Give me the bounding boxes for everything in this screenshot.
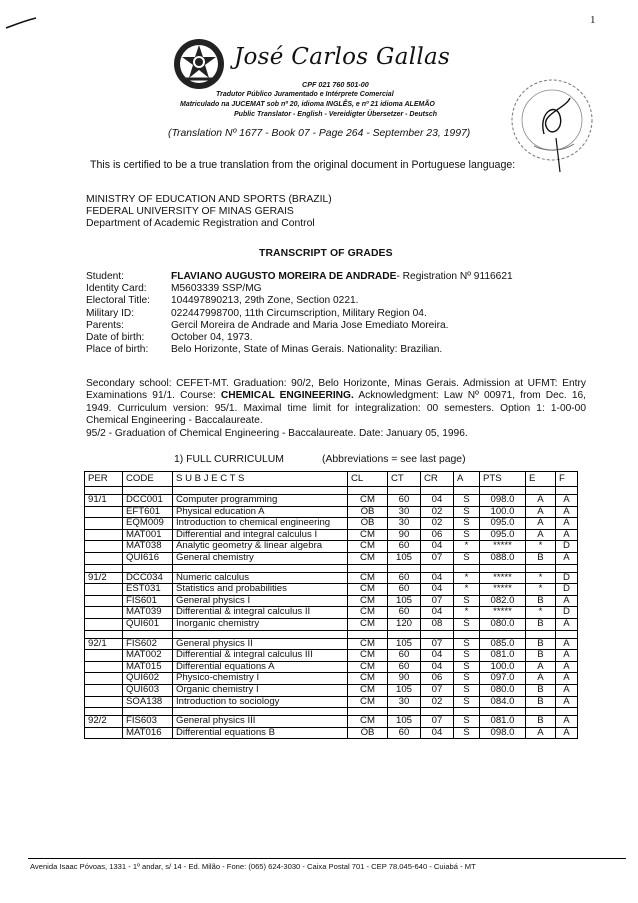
- code-cell: EQM009: [123, 518, 173, 530]
- cl-cell: CM: [348, 572, 388, 584]
- translation-reference: (Translation Nº 1677 - Book 07 - Page 264 - September 23, 1997): [168, 128, 471, 139]
- code-cell: QUI616: [123, 552, 173, 564]
- department-name: Department of Academic Registration and Control: [86, 218, 315, 229]
- code-cell: FIS603: [123, 716, 173, 728]
- grades-table: [84, 471, 578, 739]
- translator-name: José Carlos Gallas: [234, 44, 451, 70]
- ct-cell: 30: [388, 506, 421, 518]
- table-row: [85, 552, 578, 564]
- f-cell: D: [556, 607, 578, 619]
- table-row: [85, 684, 578, 696]
- cr-cell: 04: [421, 541, 454, 553]
- ct-cell: 120: [388, 618, 421, 630]
- period-cell: [85, 696, 123, 708]
- cr-cell: 04: [421, 661, 454, 673]
- course-name: CHEMICAL ENGINEERING.: [220, 390, 354, 402]
- cl-cell: CM: [348, 541, 388, 553]
- ct-cell: 60: [388, 572, 421, 584]
- info-label: Parents:: [86, 319, 124, 331]
- column-header: A: [454, 472, 480, 487]
- pts-cell: 081.0: [480, 716, 526, 728]
- cr-cell: 04: [421, 607, 454, 619]
- pts-cell: 088.0: [480, 552, 526, 564]
- table-body: [85, 487, 578, 739]
- e-cell: *: [526, 541, 556, 553]
- e-cell: *: [526, 607, 556, 619]
- code-cell: MAT038: [123, 541, 173, 553]
- subject-cell: Differential and integral calculus I: [173, 529, 348, 541]
- table-row: [85, 673, 578, 685]
- translator-registration: Matriculado na JUCEMAT sob nº 20, idioma INGLÊS, e nº 21 idioma ALEMÃO: [180, 101, 435, 108]
- info-value: M5603339 SSP/MG: [171, 283, 262, 295]
- admission-text: Secondary school: CEFET-MT. Graduation: 90/2, Belo Horizonte, Minas Gerais. Admission at UFMT: Entry Examinations 91/1. Course: CHEMICAL ENGINEERING. Acknowledgment: Law Nº 00971, from Dec. 16, 1949. Curriculum version: 95/1. Maximal time limit for integralization: 00 semesters. Option 1: 1-00-00 Chemical Engineering - Baccalaureate.: [86, 378, 586, 427]
- a-cell: S: [454, 618, 480, 630]
- pen-mark: [4, 16, 38, 30]
- pts-cell: 084.0: [480, 696, 526, 708]
- info-label: Date of birth:: [86, 331, 145, 343]
- ct-cell: 60: [388, 584, 421, 596]
- column-header: CR: [421, 472, 454, 487]
- info-value: 104497890213, 29th Zone, Section 0221.: [171, 295, 359, 307]
- f-cell: A: [556, 552, 578, 564]
- e-cell: B: [526, 650, 556, 662]
- period-cell: [85, 595, 123, 607]
- subject-cell: Differential & integral calculus II: [173, 607, 348, 619]
- period-cell: [85, 552, 123, 564]
- period-cell: 92/1: [85, 638, 123, 650]
- student-name: FLAVIANO AUGUSTO MOREIRA DE ANDRADE: [171, 271, 397, 282]
- subject-cell: General chemistry: [173, 552, 348, 564]
- subject-cell: Physical education A: [173, 506, 348, 518]
- translator-title: Tradutor Público Juramentado e Intérprete Comercial: [216, 91, 394, 98]
- abbreviations-note: (Abbreviations = see last page): [322, 454, 466, 465]
- info-label: Military ID:: [86, 307, 135, 319]
- translator-cpf: CPF 021 760 501-00: [302, 80, 369, 89]
- table-row: [85, 696, 578, 708]
- subject-cell: Physico-chemistry I: [173, 673, 348, 685]
- subject-cell: General physics III: [173, 716, 348, 728]
- cl-cell: CM: [348, 696, 388, 708]
- university-name: FEDERAL UNIVERSITY OF MINAS GERAIS: [86, 206, 294, 217]
- info-row-electoral: [86, 295, 513, 307]
- a-cell: S: [454, 638, 480, 650]
- a-cell: S: [454, 716, 480, 728]
- subject-cell: Differential & integral calculus III: [173, 650, 348, 662]
- period-cell: 91/1: [85, 495, 123, 507]
- cl-cell: CM: [348, 529, 388, 541]
- group-spacer: [85, 708, 578, 716]
- e-cell: B: [526, 595, 556, 607]
- curriculum-heading: 1) FULL CURRICULUM: [174, 454, 284, 465]
- f-cell: A: [556, 618, 578, 630]
- f-cell: A: [556, 650, 578, 662]
- e-cell: A: [526, 506, 556, 518]
- period-cell: [85, 618, 123, 630]
- f-cell: A: [556, 495, 578, 507]
- code-cell: SOA138: [123, 696, 173, 708]
- code-cell: DCC034: [123, 572, 173, 584]
- translator-languages: Public Translator - English - Vereidigter Übersetzer - Deutsch: [234, 111, 438, 118]
- cl-cell: CM: [348, 595, 388, 607]
- e-cell: A: [526, 529, 556, 541]
- f-cell: A: [556, 661, 578, 673]
- table-row: [85, 584, 578, 596]
- pts-cell: 097.0: [480, 673, 526, 685]
- ct-cell: 60: [388, 541, 421, 553]
- column-header: CL: [348, 472, 388, 487]
- a-cell: S: [454, 650, 480, 662]
- table-header: [85, 472, 578, 487]
- e-cell: B: [526, 618, 556, 630]
- period-cell: [85, 518, 123, 530]
- period-cell: [85, 506, 123, 518]
- e-cell: B: [526, 638, 556, 650]
- header-row: [85, 472, 578, 487]
- cr-cell: 07: [421, 552, 454, 564]
- table-row: [85, 727, 578, 739]
- table-row: [85, 541, 578, 553]
- table-row: [85, 607, 578, 619]
- subject-cell: Statistics and probabilities: [173, 584, 348, 596]
- f-cell: A: [556, 673, 578, 685]
- cr-cell: 06: [421, 529, 454, 541]
- cr-cell: 07: [421, 595, 454, 607]
- e-cell: B: [526, 696, 556, 708]
- e-cell: A: [526, 495, 556, 507]
- period-cell: [85, 607, 123, 619]
- a-cell: S: [454, 673, 480, 685]
- cr-cell: 04: [421, 572, 454, 584]
- table-row: [85, 529, 578, 541]
- pts-cell: 100.0: [480, 506, 526, 518]
- cl-cell: CM: [348, 584, 388, 596]
- cl-cell: CM: [348, 618, 388, 630]
- cr-cell: 08: [421, 618, 454, 630]
- a-cell: S: [454, 595, 480, 607]
- e-cell: A: [526, 673, 556, 685]
- ct-cell: 90: [388, 673, 421, 685]
- registration-number: - Registration Nº 9116621: [396, 271, 513, 282]
- ct-cell: 60: [388, 661, 421, 673]
- period-cell: 92/2: [85, 716, 123, 728]
- table-row: [85, 638, 578, 650]
- cl-cell: CM: [348, 661, 388, 673]
- table-row: [85, 518, 578, 530]
- pts-cell: 085.0: [480, 638, 526, 650]
- student-info: [86, 271, 513, 356]
- f-cell: A: [556, 638, 578, 650]
- info-row-military: [86, 308, 513, 320]
- period-cell: [85, 684, 123, 696]
- footer-rule: [28, 858, 626, 859]
- pts-cell: 098.0: [480, 495, 526, 507]
- cl-cell: CM: [348, 638, 388, 650]
- cl-cell: CM: [348, 607, 388, 619]
- info-label: Place of birth:: [86, 344, 149, 356]
- group-spacer: [85, 630, 578, 638]
- e-cell: B: [526, 716, 556, 728]
- pts-cell: 080.0: [480, 618, 526, 630]
- column-header: CT: [388, 472, 421, 487]
- cr-cell: 07: [421, 716, 454, 728]
- subject-cell: Differential equations A: [173, 661, 348, 673]
- cr-cell: 06: [421, 673, 454, 685]
- e-cell: A: [526, 727, 556, 739]
- ct-cell: 105: [388, 684, 421, 696]
- subject-cell: Organic chemistry I: [173, 684, 348, 696]
- cr-cell: 04: [421, 650, 454, 662]
- pts-cell: *****: [480, 607, 526, 619]
- subject-cell: Introduction to sociology: [173, 696, 348, 708]
- code-cell: EFT601: [123, 506, 173, 518]
- a-cell: *: [454, 584, 480, 596]
- cl-cell: CM: [348, 716, 388, 728]
- period-cell: [85, 727, 123, 739]
- period-cell: 91/2: [85, 572, 123, 584]
- a-cell: S: [454, 518, 480, 530]
- info-label: Student:: [86, 271, 124, 282]
- ct-cell: 105: [388, 638, 421, 650]
- f-cell: A: [556, 529, 578, 541]
- cl-cell: OB: [348, 506, 388, 518]
- f-cell: A: [556, 506, 578, 518]
- info-row-parents: [86, 320, 513, 332]
- pts-cell: *****: [480, 541, 526, 553]
- e-cell: A: [526, 661, 556, 673]
- cl-cell: OB: [348, 727, 388, 739]
- code-cell: FIS602: [123, 638, 173, 650]
- cr-cell: 04: [421, 727, 454, 739]
- column-header: S U B J E C T S: [173, 472, 348, 487]
- code-cell: MAT016: [123, 727, 173, 739]
- table-row: [85, 618, 578, 630]
- a-cell: S: [454, 552, 480, 564]
- pts-cell: 100.0: [480, 661, 526, 673]
- info-row-birth-place: [86, 344, 513, 356]
- table-row: [85, 572, 578, 584]
- subject-cell: Analytic geometry & linear algebra: [173, 541, 348, 553]
- code-cell: QUI602: [123, 673, 173, 685]
- cr-cell: 02: [421, 506, 454, 518]
- info-value: October 04, 1973.: [171, 331, 253, 343]
- brazil-coat-of-arms-icon: [172, 37, 226, 91]
- f-cell: A: [556, 684, 578, 696]
- info-value: 022447998700, 11th Circumscription, Military Region 04.: [171, 307, 427, 319]
- pts-cell: 098.0: [480, 727, 526, 739]
- cl-cell: CM: [348, 495, 388, 507]
- column-header: CODE: [123, 472, 173, 487]
- f-cell: A: [556, 716, 578, 728]
- info-value: Gercil Moreira de Andrade and Maria Jose Emediato Moreira.: [171, 319, 449, 331]
- period-cell: [85, 541, 123, 553]
- cl-cell: CM: [348, 552, 388, 564]
- table-row: [85, 495, 578, 507]
- f-cell: A: [556, 518, 578, 530]
- secondary-school-paragraph: [86, 378, 586, 440]
- pts-cell: 081.0: [480, 650, 526, 662]
- code-cell: MAT001: [123, 529, 173, 541]
- table-row: [85, 650, 578, 662]
- subject-cell: General physics I: [173, 595, 348, 607]
- code-cell: EST031: [123, 584, 173, 596]
- cr-cell: 07: [421, 638, 454, 650]
- pts-cell: 095.0: [480, 518, 526, 530]
- info-row-identity: [86, 283, 513, 295]
- table-row: [85, 595, 578, 607]
- info-row-birth-date: [86, 332, 513, 344]
- a-cell: S: [454, 696, 480, 708]
- f-cell: A: [556, 696, 578, 708]
- code-cell: MAT039: [123, 607, 173, 619]
- f-cell: D: [556, 572, 578, 584]
- period-cell: [85, 584, 123, 596]
- code-cell: DCC001: [123, 495, 173, 507]
- ct-cell: 60: [388, 495, 421, 507]
- cr-cell: 04: [421, 495, 454, 507]
- a-cell: *: [454, 607, 480, 619]
- info-label: Electoral Title:: [86, 295, 150, 307]
- subject-cell: Differential equations B: [173, 727, 348, 739]
- code-cell: MAT015: [123, 661, 173, 673]
- column-header: PER: [85, 472, 123, 487]
- ct-cell: 105: [388, 595, 421, 607]
- e-cell: B: [526, 552, 556, 564]
- e-cell: A: [526, 518, 556, 530]
- group-spacer: [85, 487, 578, 495]
- a-cell: S: [454, 506, 480, 518]
- f-cell: D: [556, 584, 578, 596]
- pts-cell: 080.0: [480, 684, 526, 696]
- certification-statement: This is certified to be a true translation from the original document in Portuguese language:: [90, 159, 516, 171]
- table-row: [85, 661, 578, 673]
- cr-cell: 02: [421, 518, 454, 530]
- a-cell: S: [454, 727, 480, 739]
- f-cell: D: [556, 541, 578, 553]
- code-cell: FIS601: [123, 595, 173, 607]
- pts-cell: 082.0: [480, 595, 526, 607]
- period-cell: [85, 650, 123, 662]
- column-header: E: [526, 472, 556, 487]
- cr-cell: 04: [421, 584, 454, 596]
- code-cell: MAT002: [123, 650, 173, 662]
- subject-cell: Numeric calculus: [173, 572, 348, 584]
- table-row: [85, 716, 578, 728]
- ministry-name: MINISTRY OF EDUCATION AND SPORTS (BRAZIL): [86, 194, 332, 205]
- info-value: Belo Horizonte, State of Minas Gerais. Nationality: Brazilian.: [171, 344, 443, 356]
- ct-cell: 90: [388, 529, 421, 541]
- graduation-text: 95/2 - Graduation of Chemical Engineering - Baccalaureate. Date: January 05, 1996.: [86, 427, 468, 439]
- ct-cell: 105: [388, 716, 421, 728]
- official-stamp: [504, 68, 600, 180]
- ct-cell: 60: [388, 727, 421, 739]
- a-cell: *: [454, 541, 480, 553]
- pts-cell: *****: [480, 572, 526, 584]
- cl-cell: OB: [348, 518, 388, 530]
- a-cell: S: [454, 684, 480, 696]
- footer-address: Avenida Isaac Póvoas, 1331 - 1º andar, s/ 14 - Ed. Milão - Fone: (065) 624-3030 - Caixa Postal 701 - CEP 78.045-640 - Cuiabá - MT: [30, 862, 476, 871]
- a-cell: S: [454, 661, 480, 673]
- subject-cell: Computer programming: [173, 495, 348, 507]
- f-cell: A: [556, 727, 578, 739]
- period-cell: [85, 661, 123, 673]
- ct-cell: 30: [388, 696, 421, 708]
- ct-cell: 30: [388, 518, 421, 530]
- e-cell: *: [526, 584, 556, 596]
- cl-cell: CM: [348, 673, 388, 685]
- column-header: F: [556, 472, 578, 487]
- ct-cell: 105: [388, 552, 421, 564]
- ct-cell: 60: [388, 607, 421, 619]
- subject-cell: Introduction to chemical engineering: [173, 518, 348, 530]
- info-label: Identity Card:: [86, 283, 147, 295]
- cr-cell: 07: [421, 684, 454, 696]
- page-number: 1: [590, 14, 596, 26]
- transcript-title: TRANSCRIPT OF GRADES: [259, 248, 393, 259]
- e-cell: B: [526, 684, 556, 696]
- table-row: [85, 506, 578, 518]
- a-cell: *: [454, 572, 480, 584]
- pts-cell: 095.0: [480, 529, 526, 541]
- cr-cell: 02: [421, 696, 454, 708]
- a-cell: S: [454, 495, 480, 507]
- pts-cell: *****: [480, 584, 526, 596]
- subject-cell: Inorganic chemistry: [173, 618, 348, 630]
- institution-block: [86, 194, 332, 230]
- ct-cell: 60: [388, 650, 421, 662]
- period-cell: [85, 529, 123, 541]
- code-cell: QUI601: [123, 618, 173, 630]
- subject-cell: General physics II: [173, 638, 348, 650]
- period-cell: [85, 673, 123, 685]
- a-cell: S: [454, 529, 480, 541]
- group-spacer: [85, 564, 578, 572]
- info-row-student: [86, 271, 513, 283]
- column-header: PTS: [480, 472, 526, 487]
- code-cell: QUI603: [123, 684, 173, 696]
- e-cell: *: [526, 572, 556, 584]
- cl-cell: CM: [348, 684, 388, 696]
- cl-cell: CM: [348, 650, 388, 662]
- f-cell: A: [556, 595, 578, 607]
